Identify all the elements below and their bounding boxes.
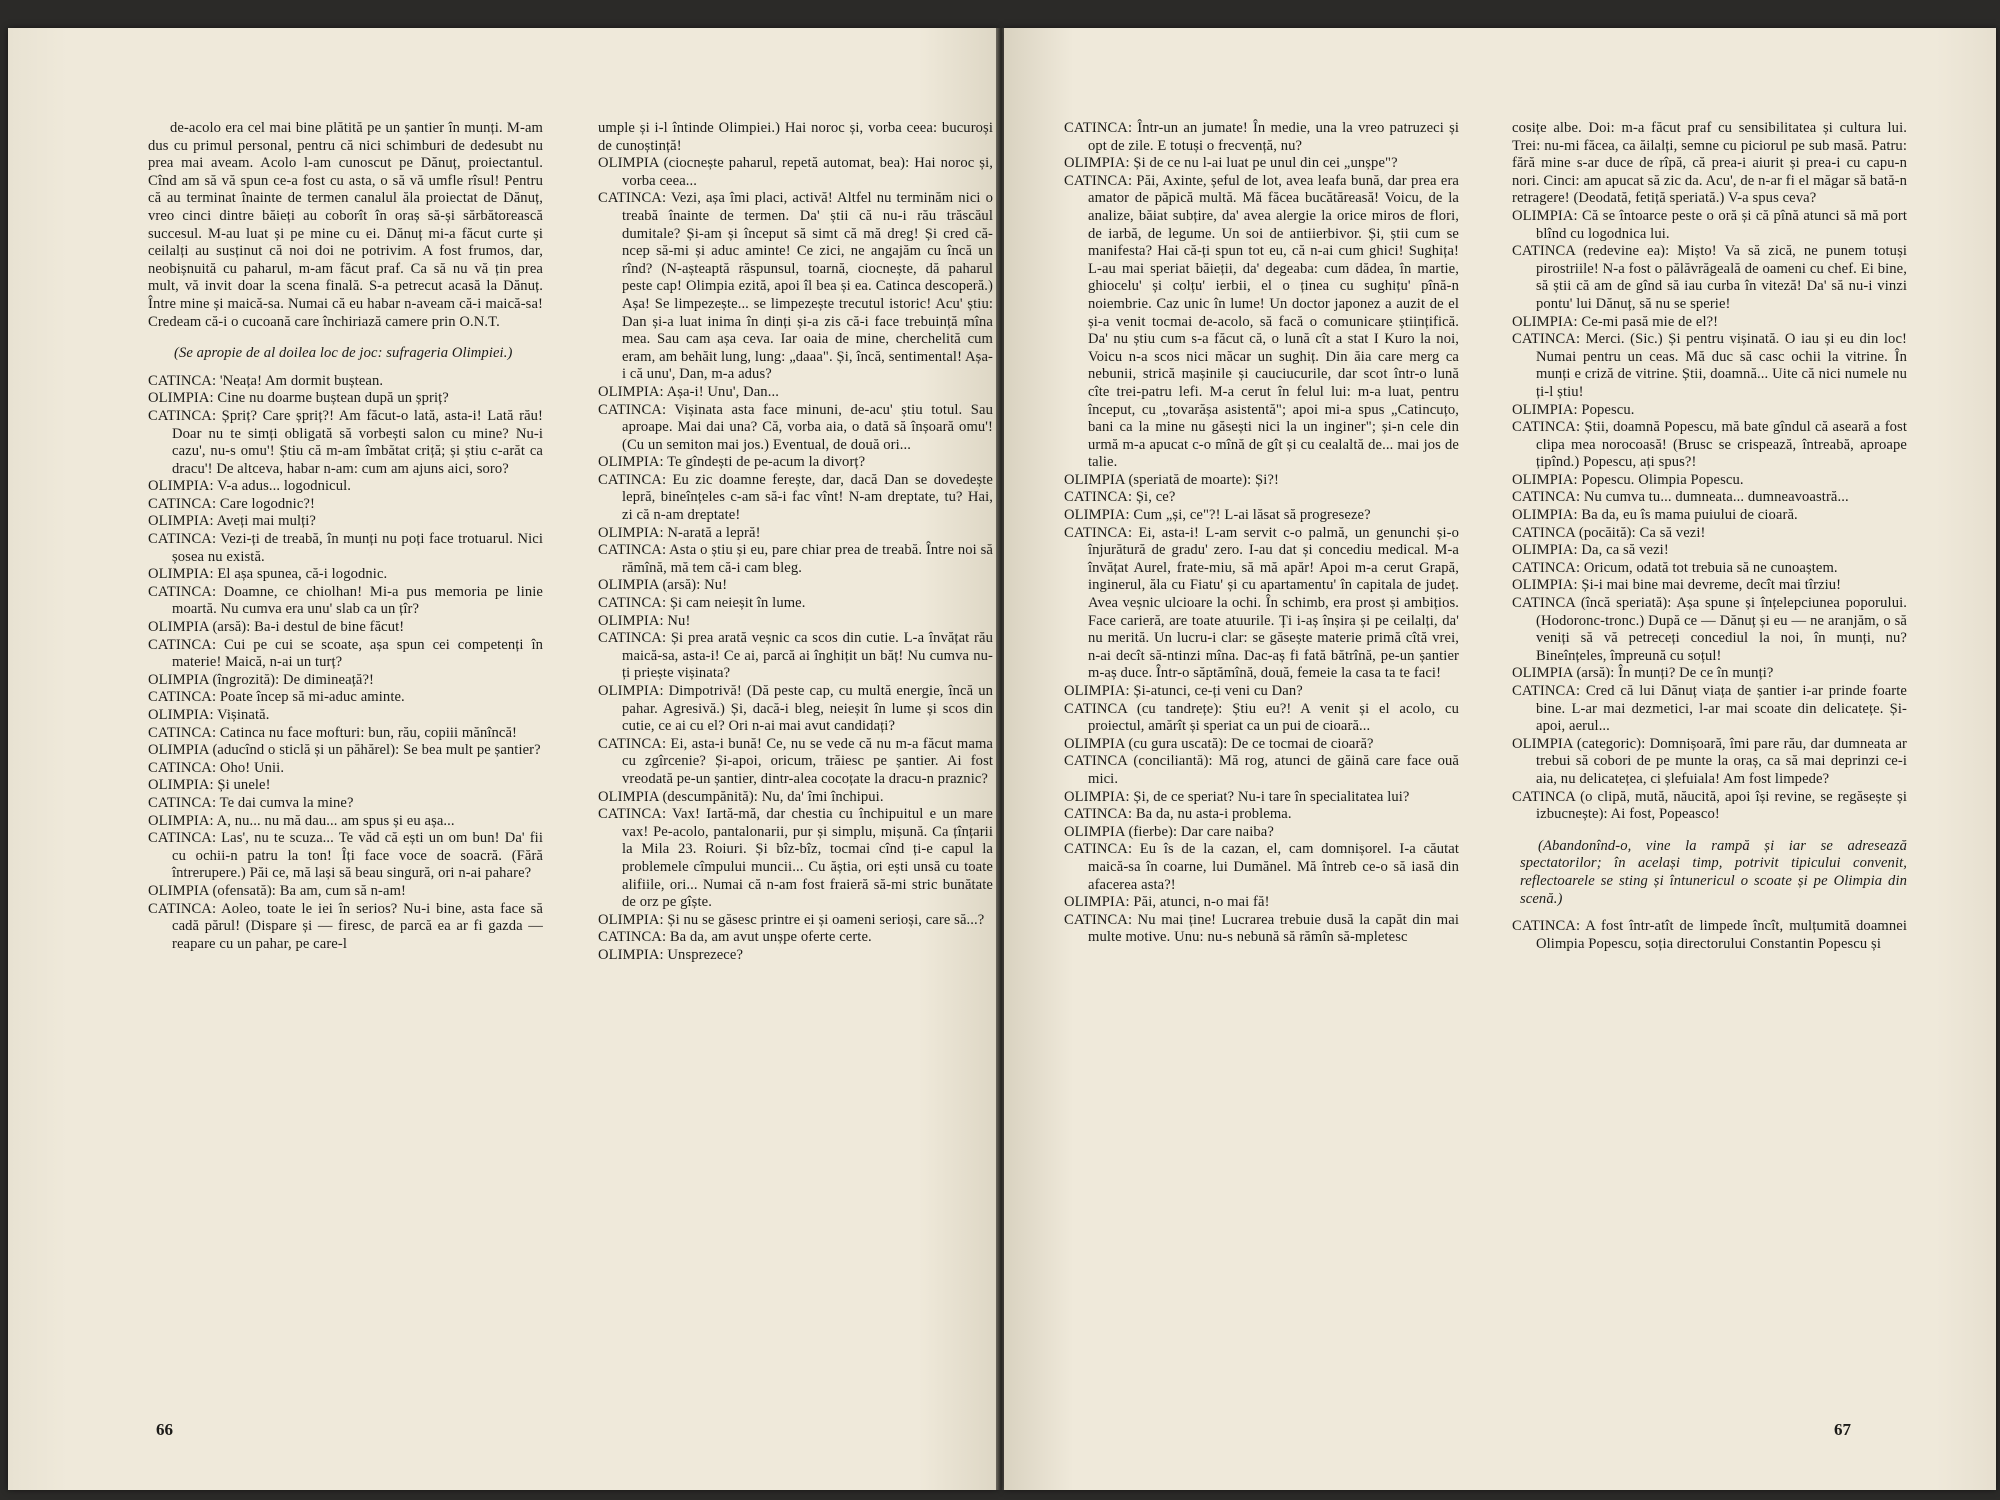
dialogue-line: CATINCA (cu tandrețe): Știu eu?! A venit și el acolo, cu proiectul, amărît și speriat ca un pui de cioară... [1064,700,1459,735]
dialogue-line: OLIMPIA: Te gîndești de pe-acum la divorț? [598,454,866,471]
dialogue-line: CATINCA: Asta o știu și eu, pare chiar prea de treabă. Între noi să rămînă, mă tem că-i cam bleg. [598,542,993,576]
right-page [1004,28,1996,1490]
dialogue-line: OLIMPIA: Și-atunci, ce-ți veni cu Dan? [1064,683,1303,699]
dialogue-line: OLIMPIA: Și nu se găsesc printre ei și oameni serioși, care să...? [598,911,985,928]
left-page [8,28,998,1490]
dialogue-line: OLIMPIA (arsă): Ba-i destul de bine făcut! [148,619,405,636]
dialogue-line: CATINCA (conciliantă): Mă rog, atunci de găină care face ouă mici. [1064,753,1459,787]
dialogue-line: OLIMPIA: El așa spunea, că-i logodnic. [148,566,388,583]
dialogue-line: CATINCA: Las', nu te scuza... Te văd că ești un om bun! Da' fii cu ochii-n patru la ton! Îți face voce de soacră. (Fără întrerupere.) Păi ce, mă lași să beau singură, ori n-ai pahare? [148,830,543,882]
dialogue-line: CATINCA: Nu cumva tu... dumneata... dumneavoastră... [1512,489,1849,506]
dialogue-line: OLIMPIA (ciocnește paharul, repetă automat, bea): Hai noroc și, vorba ceea... [598,155,993,189]
dialogue-line: OLIMPIA (arsă): În munți? De ce în munți? [1512,665,1774,682]
dialogue-line: OLIMPIA (aducînd o sticlă și un păhărel): Se bea mult pe șantier? [148,742,541,759]
dialogue-line: CATINCA (redevine ea): Mișto! Va să zică, ne punem totuși pirostriile! N-a fost o pălăvrăgeală de oameni cu chef. Ei bine, să știi că am de gînd să iau curba în viteză! Da' să nu-i vinzi pontu' lui Dănuț, să nu se sperie! [1512,243,1907,312]
dialogue-line: CATINCA: 'Neața! Am dormit buștean. [148,372,384,389]
dialogue-line: OLIMPIA (arsă): Nu! [598,577,728,594]
dialogue-line: CATINCA (o clipă, mută, năucită, apoi își revine, se regăsește și izbucnește): Ai fost, Popeasco! [1512,788,1907,823]
dialogue-line: OLIMPIA: Cum „și, ce"?! L-ai lăsat să progreseze? [1064,507,1371,524]
dialogue-line: CATINCA: Doamne, ce chiolhan! Mi-a pus memoria pe linie moartă. Nu cumva era unu' slab ca un țîr? [148,583,543,618]
dialogue-line: OLIMPIA: Păi, atunci, n-o mai fă! [1064,894,1270,911]
dialogue-line: OLIMPIA: Că se întoarce peste o oră și că pînă atunci să mă port blînd cu logodnica lui. [1512,207,1907,242]
dialogue-line: CATINCA: Eu zic doamne ferește, dar, dacă Dan se dovedește lepră, bineînțeles c-am să-i fac vînt! N-am dreptate, tu? Hai, zi că n-am dreptate! [598,471,993,524]
dialogue-line: OLIMPIA (categoric): Domnișoară, îmi pare rău, dar dumneata ar trebui să cobori de pe munte la oraș, ca să mai deprinzi ce-i aia, nu delicatețea, ci șlefuiala! Am fost limpede? [1512,735,1907,787]
right-page-column-2 [1512,120,1907,953]
dialogue-line: CATINCA (încă speriată): Așa spune și înțelepciunea poporului. (Hodoronc-tronc.) După ce — Dănuț și eu — ne aranjăm, o să veniți să vă petreceți concediul la noi, în munți, nu? Bineînțeles, împreună cu soțul! [1512,595,1907,664]
dialogue-line: OLIMPIA: Popescu. Olimpia Popescu. [1512,471,1744,488]
dialogue-line: CATINCA: Nu mai ține! Lucrarea trebuie dusă la capăt din mai multe motive. Unu: nu-s nebună să rămîn să-mpletesc [1064,911,1459,946]
dialogue-line: OLIMPIA (fierbe): Dar care naiba? [1064,823,1274,840]
dialogue-line: CATINCA: Aoleo, toate le iei în serios? Nu-i bine, asta face să cadă părul! (Dispare și — firesc, de parcă ea ar fi gazda — reapare cu un pahar, pe care-l [148,900,543,952]
dialogue-line: CATINCA: Eu îs de la cazan, el, cam domnișorel. I-a căutat maică-sa în coarne, lui Dumănel. Mă întreb ce-o să iasă din afacerea asta?! [1064,841,1459,893]
right-page-column-1 [1064,120,1459,947]
dialogue-line: OLIMPIA (descumpănită): Nu, da' îmi închipui. [598,788,884,805]
dialogue-line: OLIMPIA: Și-i mai bine mai devreme, decît mai tîrziu! [1512,577,1842,594]
stage-direction: (Abandonînd-o, vine la rampă și iar se adresează spectatorilor; în același timp, potrivit tipicului convenit, reflectoarele se sting și întunericul o scoate și pe Olimpia din scenă.) [1520,837,1907,907]
dialogue-line: CATINCA: A fost într-atît de limpede încît, mulțumită doamnei Olimpia Popescu, soția directorului Constantin Popescu și [1512,918,1907,952]
dialogue-line: CATINCA: Poate încep să mi-aduc aminte. [148,689,405,706]
dialogue-line: CATINCA: Ba da, nu asta-i problema. [1064,806,1292,823]
dialogue-line: OLIMPIA: Nu! [598,612,691,629]
dialogue-line: OLIMPIA (îngrozită): De dimineață?! [148,671,374,688]
dialogue-line: CATINCA: Vișinata asta face minuni, de-acu' știu totul. Sau aproape. Mai dai una? Că, vorba aia, o dată să înșoară omu'! (Cu un semiton mai jos.) Eventual, de două ori... [598,401,993,453]
dialogue-line: CATINCA: Și cam neieșit în lume. [598,595,806,612]
dialogue-line: OLIMPIA: N-arată a lepră! [598,524,761,541]
dialogue-line: OLIMPIA (ofensată): Ba am, cum să n-am! [148,882,407,899]
dialogue-line: OLIMPIA: V-a adus... logodnicul. [148,478,352,495]
dialogue-line: OLIMPIA: Ba da, eu îs mama puiului de cioară. [1512,507,1798,524]
dialogue-line: CATINCA: Vezi-ți de treabă, în munți nu poți face trotuarul. Nici șosea nu există. [148,531,543,565]
dialogue-line: CATINCA: Oricum, odată tot trebuia să ne cunoaștem. [1512,559,1838,576]
left-page-column-2 [598,120,993,965]
dialogue-line: CATINCA (pocăită): Ca să vezi! [1512,524,1706,541]
dialogue-line: OLIMPIA: Aveți mai mulți? [148,513,317,530]
page-number-left: 66 [156,1420,173,1439]
paragraph: umple și i-l întinde Olimpiei.) Hai noroc și, vorba ceea: bucuroși de cunoștință! [598,120,993,154]
paragraph: cosițe albe. Doi: m-a făcut praf cu sensibilitatea și cultura lui. Trei: nu-mi făcea, ca ăilalți, semne cu piciorul pe sub masă. Patru: fără mine s-ar duce de rîpă, că prea-i aiurit și prea-i cu capu-n nori. Cinci: am apucat să zic da. Acu', de n-ar fi el măgar să bată-n retragere! (Deodată, fetiță speriată.) V-a spus ceva? [1512,120,1907,207]
page-number-right: 67 [1834,1420,1851,1439]
dialogue-line: OLIMPIA: A, nu... nu mă dau... am spus și eu așa... [148,812,455,829]
dialogue-line: CATINCA: Și prea arată veșnic ca scos din cutie. L-a învățat rău maică-sa, asta-i! Ce ai, parcă ai înghițit un băț! Nu cumva nu-ți priește vișinata? [598,630,993,682]
book-spread [0,10,2000,1490]
dialogue-line: CATINCA: Care logodnic?! [148,495,315,512]
dialogue-line: OLIMPIA: Și unele! [148,777,271,794]
dialogue-line: CATINCA: Catinca nu face mofturi: bun, rău, copiii mănîncă! [148,724,518,741]
stage-direction: (Se apropie de al doilea loc de joc: sufrageria Olimpiei.) [174,345,513,362]
paragraph: de-acolo era cel mai bine plătită pe un șantier în munți. M-am dus cu primul personal, pentru că nici schimburi de dedesubt nu prea mai aveam. Acolo l-am cunoscut pe Dănuț, proiectantul. Cînd am să vă spun ce-a fost cu asta, o să vă umfle rîsul! Pentru că au terminat înainte de termen canalul ăla proiectat de Dănuț, vreo cinci dintre băieți au coborît în oraș să-și sărbătorească succesul. M-au luat și pe mine cu ei. Dănuț mi-a făcut curte și ceilalți au susținut că noi doi ne potrivim. A fost frumos, dar, neobișnuită cu paharul, m-am făcut praf. Ca să nu vă țin prea mult, vă invit doar la scena finală. S-a petrecut acasă la Dănuț. Între mine și maică-sa. Numai că eu habar n-aveam că-i maică-sa! Credeam că-i o cucoană care închiriază camere prin O.N.T. [148,120,543,330]
dialogue-line: CATINCA: Te dai cumva la mine? [148,794,354,811]
dialogue-line: CATINCA: Ei, asta-i bună! Ce, nu se vede că nu m-a făcut mama cu zgîrcenie? Și-apoi, oricum, trăiesc pe șantier. Ai fost vreodată pe-un șantier, dintr-alea cocoțate la dracu-n praznic? [598,735,993,787]
dialogue-line: OLIMPIA (speriată de moarte): Și?! [1064,471,1279,488]
dialogue-line: CATINCA: Șpriț? Care șpriț?! Am făcut-o lată, asta-i! Lată rău! Doar nu te simți obligată să vorbești salon cu mine? Nu-i cazu', nu-s omu'! Știu că m-am îmbătat criță; și știu c-arăt ca dracu'! De altceva, habar n-am: cum am ajuns aici, soro? [148,407,543,477]
dialogue-line: OLIMPIA: Vișinată. [148,707,270,723]
dialogue-line: OLIMPIA: Popescu. [1512,401,1635,418]
dialogue-line: CATINCA: Vezi, așa îmi placi, activă! Altfel nu terminăm nici o treabă înainte de termen. Da' știi că nu-i rău trăscăul dumitale? Și-am și început să simt că mă dreg! Și cred că-ncep să-mi și aduc aminte! Ce zici, ne angajăm cu încă un rînd? (N-așteaptă răspunsul, toarnă, ciocnește, dă paharul peste cap! Olimpia ezită, apoi îl bea și ea. Catinca descoperă.) Așa! Se limpezește... se limpezește trecutul istoric! Acu' știu: Dan și-a luat inima în dinți și-a zis că-i face trebuință mîna mea. Sau cam așa ceva. Iar oaia de mine, cherchelită cum eram, am behăit lung, lung: „daaa". Și, încă, sentimental! Așa-i că unu', Dan, m-a adus? [598,190,993,383]
dialogue-line: OLIMPIA: Unsprezece? [598,946,744,963]
dialogue-line: OLIMPIA: Și, de ce speriat? Nu-i tare în specialitatea lui? [1064,788,1410,805]
dialogue-line: CATINCA: Într-un an jumate! În medie, una la vreo patruzeci și opt de zile. E totuși o frecvență, nu? [1064,120,1459,154]
dialogue-line: OLIMPIA: Dimpotrivă! (Dă peste cap, cu multă energie, încă un pahar. Agresivă.) Și, dacă-i bleg, neieșit în lume și scos din cutie, ce ai cu el? Ori n-ai mai avut candidați? [598,683,993,735]
left-page-column-1 [148,120,543,953]
dialogue-line: CATINCA: Păi, Axinte, șeful de lot, avea leafa bună, dar prea era amator de păpică multă. Mă făcea bucătăreasă! Voicu, de la analize, băiat subțire, da' avea alergie la orice miros de flori, de iarbă, de legume. Un soi de antiierbivor. Și, știi cum se manifesta? Hai că-ți spun tot eu, că n-ai cum ghici! Sughița! L-au mai speriat băieții, da' degeaba: cum dădea, în martie, ghiocelu' și colțu' ierbii, el o ținea cu sughițu' pînă-n noiembrie. Caz unic în lume! Un doctor japonez a auzit de el și-a venit tocmai de-acolo, să facă o comunicare științifică. Da' nu știu cum s-a făcut că, o lună cît a stat I Kuro la noi, Voicu n-a scos nici măcar un sughiț. Din ăia care merg ca nebunii, strică mașinile și cauciucurile, dar scot într-o lună cîte trei-patru lefi. M-a cerut în felul lui: m-a luat, pentru început, cu „tovarășa asistentă"; apoi mi-a spus „Catincuțo, bani ca la mine nu găsești nici la un inginer"; și-n cele din urmă m-a apucat c-o mînă de gît și cu cealaltă de... mai jos de talie. [1064,172,1459,471]
dialogue-line: CATINCA: Și, ce? [1064,489,1176,506]
dialogue-line: CATINCA: Cred că lui Dănuț viața de șantier i-ar prinde foarte bine. L-ar mai dezmetici, l-ar mai scoate din delicatețe. Și-apoi, aerul... [1512,683,1907,735]
dialogue-line: CATINCA: Vax! Iartă-mă, dar chestia cu închipuitul e un mare vax! Pe-acolo, pantalonarii, pur și simplu, mișună. Ca țînțarii la Mila 23. Roiuri. Și bîz-bîz, tocmai cînd ți-e capul la problemele cîmpului muncii... Cu ăștia, ori ești unsă cu toate alifiile, ori... Numai că n-am fost fraieră să-mi stric bunătate de orz pe gîște. [598,806,993,911]
dialogue-line: CATINCA: Merci. (Sic.) Și pentru vișinată. O iau și eu din loc! Numai pentru un ceas. Mă duc să casc ochii la vitrine. În munți e criză de vitrine. Știi, doamnă... Uite că nici numele nu ți-l știu! [1512,331,1907,400]
dialogue-line: CATINCA: Ba da, am avut unșpe oferte certe. [598,929,872,946]
dialogue-line: OLIMPIA: Așa-i! Unu', Dan... [598,383,779,400]
dialogue-line: OLIMPIA: Da, ca să vezi! [1512,542,1669,559]
dialogue-line: OLIMPIA: Cine nu doarme buștean după un șpriț? [148,390,449,407]
dialogue-line: OLIMPIA: Și de ce nu l-ai luat pe unul din cei „unșpe"? [1064,155,1398,172]
dialogue-line: CATINCA: Oho! Unii. [148,759,285,776]
dialogue-line: OLIMPIA: Ce-mi pasă mie de el?! [1512,313,1719,330]
dialogue-line: CATINCA: Cui pe cui se scoate, așa spun cei competenți în materie! Maică, n-ai un turț? [148,636,543,671]
dialogue-line: OLIMPIA (cu gura uscată): De ce tocmai de cioară? [1064,735,1374,752]
dialogue-line: CATINCA: Știi, doamnă Popescu, mă bate gîndul că aseară a fost clipa mea norocoasă! (Brusc se crispează, întreabă, aproape țipînd.) Popescu, ați spus?! [1512,419,1907,471]
dialogue-line: CATINCA: Ei, asta-i! L-am servit c-o palmă, un genunchi și-o înjurătură de gradu' zero. I-au dat și concediu medical. M-a învățat Aurel, frate-miu, să mă apăr! Apoi m-a cerut Grapă, inginerul, ăla cu Fiatu' și cu apartamentu' în capitala de județ. Avea veșnic ulcioare la ochi. În schimb, era prost și ambițios. Face carieră, are toate atuurile. Ți i-aș înșira și pe ceilalți, da' nu merită. Un lucru-i clar: se găsește materie primă cîtă vrei, n-ai decît să-ntinzi mîna. Dac-aș fi fată bătrînă, pe-un șantier m-aș duce. Într-o săptămînă, două, femeie la casa ta te faci! [1064,524,1459,682]
